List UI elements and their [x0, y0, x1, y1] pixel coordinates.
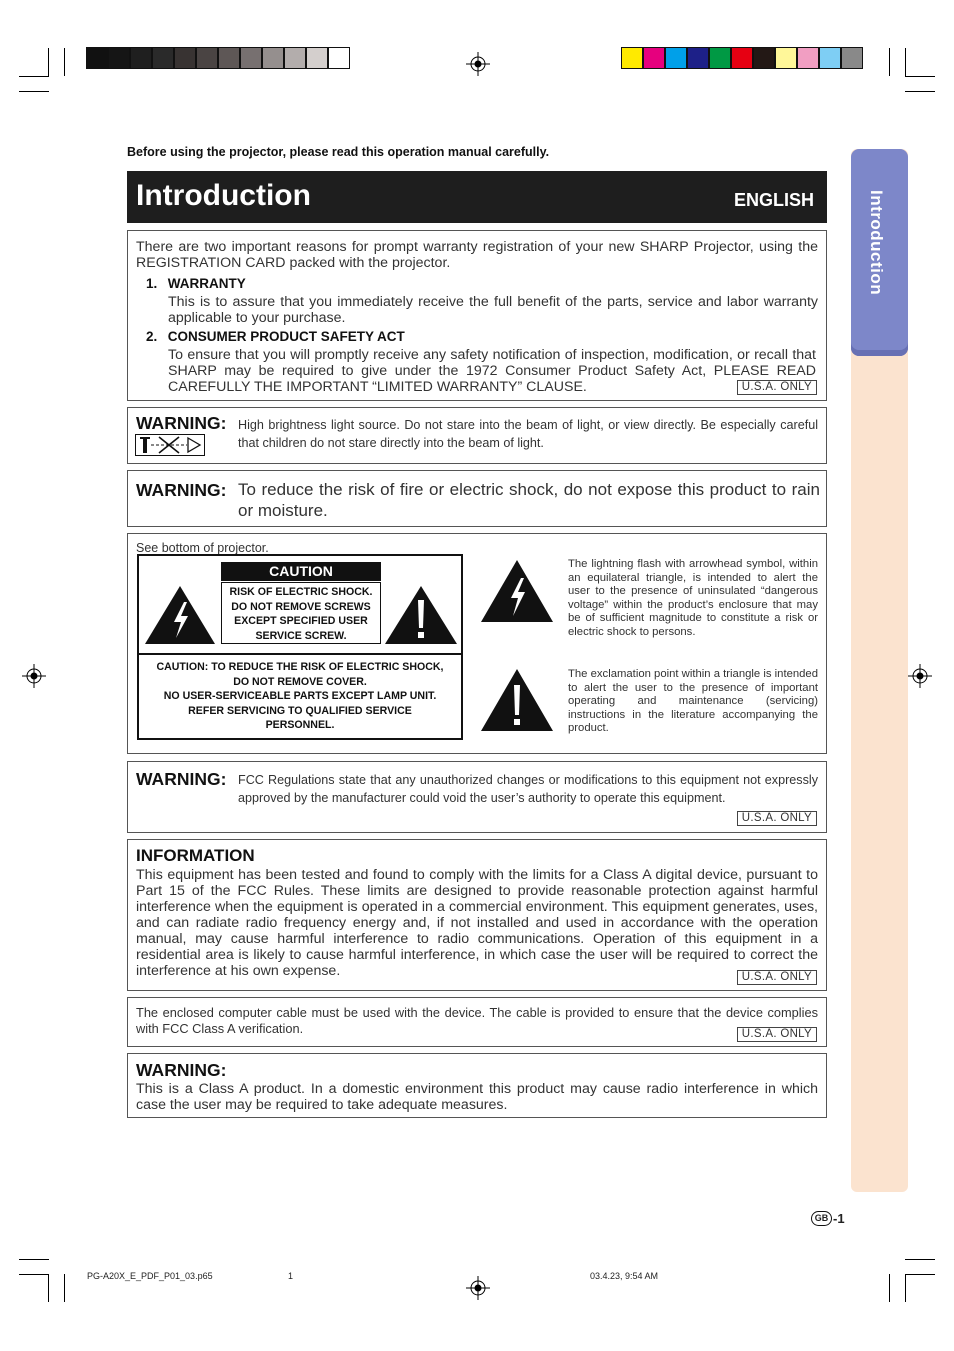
- caution-bottom-line: REFER SERVICING TO QUALIFIED SERVICE: [188, 704, 412, 717]
- color-swatch: [240, 47, 262, 69]
- color-swatch: [819, 47, 841, 69]
- caution-bottom-line: NO USER-SERVICEABLE PARTS EXCEPT LAMP UNIT.: [163, 690, 437, 702]
- crop-mark: [19, 76, 49, 77]
- registration-mark-icon: [466, 1276, 490, 1300]
- cable-note-box: [127, 997, 827, 1047]
- crop-mark: [905, 1259, 935, 1260]
- footer-date: 03.4.23, 9:54 AM: [590, 1271, 659, 1281]
- registration-mark-icon: [466, 52, 490, 76]
- warning-class-a-box: [127, 1053, 827, 1118]
- crop-mark: [905, 1274, 935, 1275]
- region-badge: U.S.A. ONLY: [737, 1027, 817, 1042]
- color-swatch: [130, 47, 152, 69]
- region-badge: U.S.A. ONLY: [737, 811, 817, 826]
- crop-mark: [19, 1259, 49, 1260]
- color-swatch: [797, 47, 819, 69]
- warranty-item-2: [146, 328, 818, 395]
- color-swatch: [306, 47, 328, 69]
- crop-mark: [905, 91, 935, 92]
- warranty-intro: There are two important reasons for prompt warranty registration of your new SHARP Projector, using the REGISTRATION CARD packed with the projector.: [136, 239, 818, 271]
- color-swatch: [643, 47, 665, 69]
- color-swatch: [108, 47, 130, 69]
- registration-mark-icon: [22, 664, 46, 688]
- color-swatch: [665, 47, 687, 69]
- lightning-symbol-icon: [479, 558, 555, 624]
- caution-heading: CAUTION: [221, 562, 381, 581]
- warning-label: WARNING:: [136, 1060, 227, 1080]
- caution-bottom-line: CAUTION: TO REDUCE THE RISK OF ELECTRIC SHOCK,: [156, 661, 444, 673]
- page-title: Introduction: [136, 179, 311, 212]
- cable-note-text: The enclosed computer cable must be used with the device. The cable is provided to ensure that the device complies with FCC Class A verification.: [136, 1005, 818, 1036]
- region-code-badge: GB: [811, 1211, 832, 1226]
- warning-light-box: [127, 407, 827, 464]
- information-box: [127, 839, 827, 991]
- color-bar: [621, 47, 863, 69]
- caution-line: EXCEPT SPECIFIED USER: [234, 615, 368, 627]
- registration-mark-icon: [908, 664, 932, 688]
- color-swatch: [174, 47, 196, 69]
- crop-mark: [905, 76, 935, 77]
- color-swatch: [621, 47, 643, 69]
- page-number-value: -1: [833, 1211, 845, 1226]
- caution-bottom-line: DO NOT REMOVE COVER.: [233, 675, 367, 688]
- crop-mark: [905, 48, 906, 76]
- warning-label: WARNING:: [136, 480, 227, 500]
- language-label: ENGLISH: [733, 190, 814, 210]
- warning-label: WARNING:: [136, 413, 227, 433]
- color-swatch: [687, 47, 709, 69]
- crop-mark: [889, 48, 890, 76]
- region-badge: U.S.A. ONLY: [737, 380, 817, 395]
- information-heading: INFORMATION: [136, 846, 255, 865]
- item-heading: CONSUMER PRODUCT SAFETY ACT: [167, 329, 405, 344]
- information-text: This equipment has been tested and found to comply with the limits for a Class A digital device, pursuant to Part 15 of the FCC Rules. These limits are designed to provide reasonable protection against harmful interference when the equipment is operated in a commercial environment. This equipment generates, uses, and can radiate radio frequency energy and, if not installed and used in accordance with the operation manual, may cause harmful interference to radio communications. Operation of this equipment in a residential area is likely to cause harmful interference, in which case the user will be required to correct the interference at his own expense.: [136, 867, 818, 979]
- lead-text: Before using the projector, please read this operation manual carefully.: [127, 145, 550, 159]
- crop-mark: [64, 1274, 65, 1302]
- footer-file-name: PG-A20X_E_PDF_P01_03.p65: [87, 1271, 213, 1281]
- exclamation-description: The exclamation point within a triangle is intended to alert the user to the presence of important operating and maintenance (servicing) instructions in the literature accompanying the product.: [568, 668, 818, 735]
- caution-label: [137, 554, 463, 740]
- color-swatch: [753, 47, 775, 69]
- crop-mark: [19, 1274, 49, 1275]
- crop-mark: [48, 1274, 49, 1302]
- see-bottom-note: See bottom of projector.: [136, 541, 269, 555]
- color-swatch: [328, 47, 350, 69]
- color-swatch: [218, 47, 240, 69]
- caution-line: DO NOT REMOVE SCREWS: [231, 600, 371, 613]
- warranty-item-1: [146, 275, 818, 326]
- item-number: 1.: [146, 276, 158, 291]
- caution-line: SERVICE SCREW.: [255, 629, 347, 642]
- lightning-description: The lightning flash with arrowhead symbol, within an equilateral triangle, is intended to alert the user to the presence of uninsulated “dangerous voltage” within the product’s enclosure that may be of sufficient magnitude to constitute a risk or electric shock to persons.: [568, 558, 818, 638]
- crop-mark: [64, 48, 65, 76]
- warning-text: FCC Regulations state that any unauthorized changes or modifications to this equipment not expressly approved by the manufacturer could void the user’s authority to operate this equipment.: [238, 773, 818, 805]
- caution-panel: [127, 533, 827, 754]
- region-badge: U.S.A. ONLY: [737, 970, 817, 985]
- warning-text: High brightness light source. Do not stare into the beam of light, or view directly. Be especially careful that children do not stare directly into the beam of light.: [238, 418, 818, 450]
- color-swatch: [841, 47, 863, 69]
- color-swatch: [86, 47, 108, 69]
- color-swatch: [152, 47, 174, 69]
- caution-line: RISK OF ELECTRIC SHOCK.: [229, 586, 373, 598]
- crop-mark: [19, 91, 49, 92]
- crop-mark: [889, 1274, 890, 1302]
- caution-lines: [221, 582, 381, 644]
- item-text: This is to assure that you immediately receive the full benefit of the parts, service and labor warranty applicable to your purchase.: [168, 294, 818, 326]
- crop-mark: [905, 1274, 906, 1302]
- warning-text: This is a Class A product. In a domestic environment this product may cause radio interference in which case the user may be required to take adequate measures.: [136, 1081, 818, 1113]
- caution-bottom-text: [143, 660, 457, 733]
- exclamation-warning-icon: [383, 584, 459, 646]
- caution-bottom-line: PERSONNEL.: [265, 719, 335, 731]
- exclamation-symbol-icon: [479, 667, 555, 733]
- page-number: [811, 1211, 845, 1226]
- color-swatch: [709, 47, 731, 69]
- item-heading: WARRANTY: [167, 276, 246, 291]
- item-number: 2.: [146, 329, 158, 344]
- title-bar: [127, 171, 827, 223]
- color-swatch: [196, 47, 218, 69]
- section-tab-label: Introduction: [867, 190, 886, 296]
- caution-divider: [139, 653, 461, 655]
- color-swatch: [731, 47, 753, 69]
- no-stare-icon: [135, 434, 205, 456]
- warning-text: To reduce the risk of fire or electric shock, do not expose this product to rain or moisture.: [238, 480, 820, 520]
- color-swatch: [262, 47, 284, 69]
- crop-mark: [48, 48, 49, 76]
- item-text: To ensure that you will promptly receive any safety notification of inspection, modification, or recall that SHARP may be required to give under the 1972 Consumer Product Safety Act, PLEASE READ CAREFULLY THE IMPORTANT “LIMITED WARRANTY” CLAUSE.: [168, 347, 816, 395]
- color-swatch: [775, 47, 797, 69]
- color-swatch: [284, 47, 306, 69]
- gray-color-bar: [86, 47, 350, 69]
- footer-page: 1: [288, 1271, 294, 1281]
- warning-moisture-box: [127, 470, 827, 527]
- warranty-box: [127, 230, 827, 401]
- warning-label: WARNING:: [136, 769, 227, 789]
- lightning-warning-icon: [143, 584, 217, 646]
- warning-fcc-box: [127, 761, 827, 833]
